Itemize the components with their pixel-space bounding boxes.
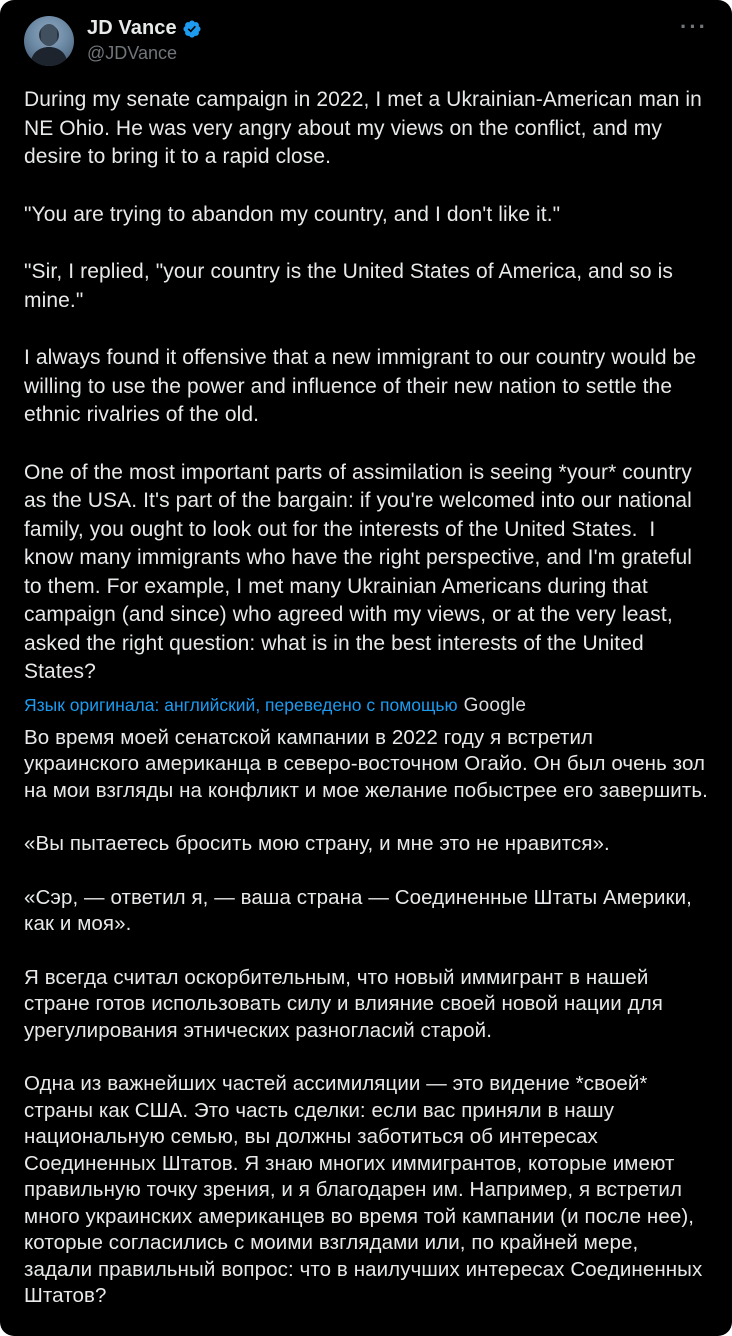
more-options-icon[interactable]: ··· <box>680 14 708 39</box>
profile-name-row[interactable] <box>87 17 202 40</box>
display-name: JD Vance <box>87 17 177 39</box>
name-block <box>87 16 202 64</box>
translation-origin-link[interactable]: Язык оригинала: английский, переведено с помощью <box>24 695 458 715</box>
google-logo: Google <box>463 694 527 716</box>
profile-handle[interactable]: @JDVance <box>87 43 177 63</box>
tweet-paragraph: "You are trying to abandon my country, and I don't like it." <box>24 202 561 226</box>
tweet-paragraph-translated: «Сэр, — ответил я, — ваша страна — Соединенные Штаты Америки, как и моя». <box>24 885 698 935</box>
tweet-paragraph-translated: Я всегда считал оскорбительным, что новый иммигрант в нашей стране готов использовать силу и влияние своей новой нации для урегулирования этнических разногласий старой. <box>24 965 669 1042</box>
tweet-text-english <box>0 66 732 687</box>
tweet-paragraph-translated: Во время моей сенатской кампании в 2022 году я встретил украинского американца в северо-восточном Огайо. Он был очень зол на мои взгляды на конфликт и мое желание побыстрее его завершить. <box>24 725 711 802</box>
avatar[interactable] <box>24 16 74 66</box>
tweet-paragraph: I always found it offensive that a new immigrant to our country would be willing to use the power and influence of their new nation to settle the ethnic rivalries of the old. <box>24 346 703 426</box>
tweet-paragraph: During my senate campaign in 2022, I met a Ukrainian-American man in NE Ohio. He was very angry about my views on the conflict, and my desire to bring it to a rapid close. <box>24 88 708 168</box>
verified-badge-icon <box>182 19 202 39</box>
tweet-paragraph-translated: Одна из важнейших частей ассимиляции — это видение *своей* страны как США. Это часть сделки: если вас приняли в нашу национальную семью, вы должны заботиться об интересах Соединенных Штатов. Я знаю многих иммигрантов, которые имеют правильную точку зрения, и я благодарен им. Например, я встретил много украинских американцев во время той кампании (и после нее), которые согласились с моими взглядами или, по крайней мере, задали правильный вопрос: что в наилучших интересах Соединенных Штатов? <box>24 1072 709 1307</box>
tweet-paragraph-translated: «Вы пытаетесь бросить мою страну, и мне это не нравится». <box>24 832 610 855</box>
tweet-text-russian <box>0 717 732 1310</box>
tweet-header <box>0 0 732 66</box>
avatar-silhouette-icon <box>24 16 74 66</box>
translation-notice <box>0 695 732 717</box>
tweet-paragraph: One of the most important parts of assimilation is seeing *your* country as the USA. It's part of the bargain: if you're welcomed into our national family, you ought to look out for the interests of the United States. I know many immigrants who have the right perspective, and I'm grateful to them. For example, I met many Ukrainian Americans during that campaign (and since) who agreed with my views, or at the very least, asked the right question: what is in the best interests of the United States? <box>24 460 698 683</box>
tweet-paragraph: "Sir, I replied, "your country is the United States of America, and so is mine." <box>24 260 679 312</box>
